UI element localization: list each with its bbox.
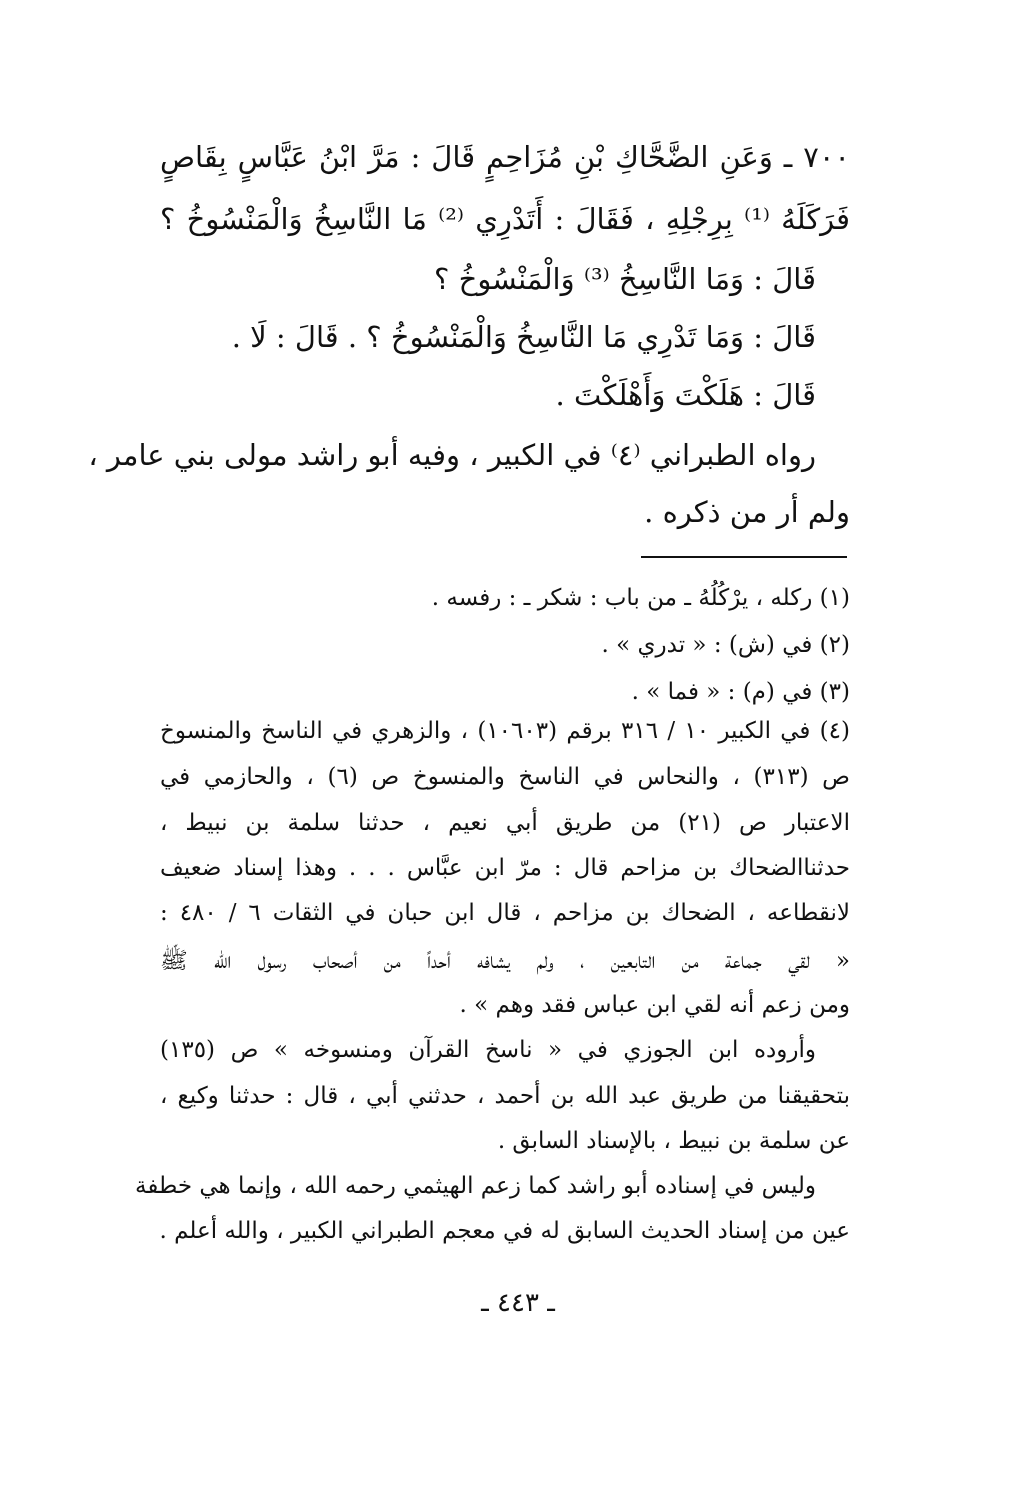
hadith-line-4: قَالَ : وَمَا تَدْرِي مَا النَّاسِخُ وَالْمَنْسُوخُ ؟ . قَالَ : لَا . [231,320,816,354]
footnote-4-line-6: « لقي جماعة من التابعين ، ولم يشافه أحداً من أصحاب رسول الله ﷺ [160,948,850,974]
footnote-4-line-10: عن سلمة بن نبيط ، بالإسناد السابق . [497,1128,850,1154]
hadith-line-3: قَالَ : وَمَا النَّاسِخُ ⁽³⁾ وَالْمَنْسُوخُ ؟ [434,262,816,296]
hadith-line-5: قَالَ : هَلَكْتَ وَأَهْلَكْتَ . [555,378,816,412]
footnote-4-line-2: ص (٣١٣) ، والنحاس في الناسخ والمنسوخ ص (٦) ، والحازمي في [160,764,850,790]
footnote-4-line-1: (٤) في الكبير ١٠ / ٣١٦ برقم (١٠٦٠٣) ، والزهري في الناسخ والمنسوخ [160,718,850,744]
footnote-4-line-5: لانقطاعه ، الضحاك بن مزاحم ، قال ابن حبان في الثقات ٦ / ٤٨٠ : [160,900,851,926]
footnote-1: (١) ركله ، يرْكُلُهُ ـ من باب : شكر ـ : رفسه . [431,585,850,611]
page-number: ـ ٤٤٣ ـ [481,1288,555,1318]
footnote-4-line-11: وليس في إسناده أبو راشد كما زعم الهيثمي رحمه الله ، وإنما هي خطفة [134,1173,816,1199]
footnote-4-line-7: ومن زعم أنه لقي ابن عباس فقد وهم » . [459,992,850,1018]
footnote-4-line-4: حدثناالضحاك بن مزاحم قال : مرّ ابن عبَّاس . . . وهذا إسناد ضعيف [160,855,850,881]
footnote-4-line-8: وأروده ابن الجوزي في « ناسخ القرآن ومنسوخه » ص (١٣٥) [160,1037,816,1063]
hadith-line-1: ٧٠٠ ـ وَعَنِ الضَّحَّاكِ بْنِ مُزَاحِمٍ قَالَ : مَرَّ ابْنُ عَبَّاسٍ بِقَاصٍ [160,140,850,174]
footnote-4-line-9: بتحقيقنا من طريق عبد الله بن أحمد ، حدثني أبي ، قال : حدثنا وكيع ، [160,1083,850,1109]
footnote-3: (٣) في (م) : « فما » . [631,679,850,705]
footnote-separator [641,556,847,558]
footnote-4-line-3: الاعتبار ص (٢١) من طريق أبي نعيم ، حدثنا سلمة بن نبيط ، [160,810,850,836]
footnote-4-line-12: عين من إسناد الحديث السابق له في معجم الطبراني الكبير ، والله أعلم . [159,1218,850,1244]
footnote-2: (٢) في (ش) : « تدري » . [601,632,850,658]
narration-line-1: رواه الطبراني ⁽٤⁾ في الكبير ، وفيه أبو راشد مولى بني عامر ، [88,438,816,472]
hadith-line-2: فَرَكَلَهُ ⁽¹⁾ بِرِجْلِهِ ، فَقَالَ : أَتَدْرِي ⁽²⁾ مَا النَّاسِخُ وَالْمَنْسُوخُ ؟ [160,202,850,236]
narration-line-2: ولم أر من ذكره . [644,495,850,529]
